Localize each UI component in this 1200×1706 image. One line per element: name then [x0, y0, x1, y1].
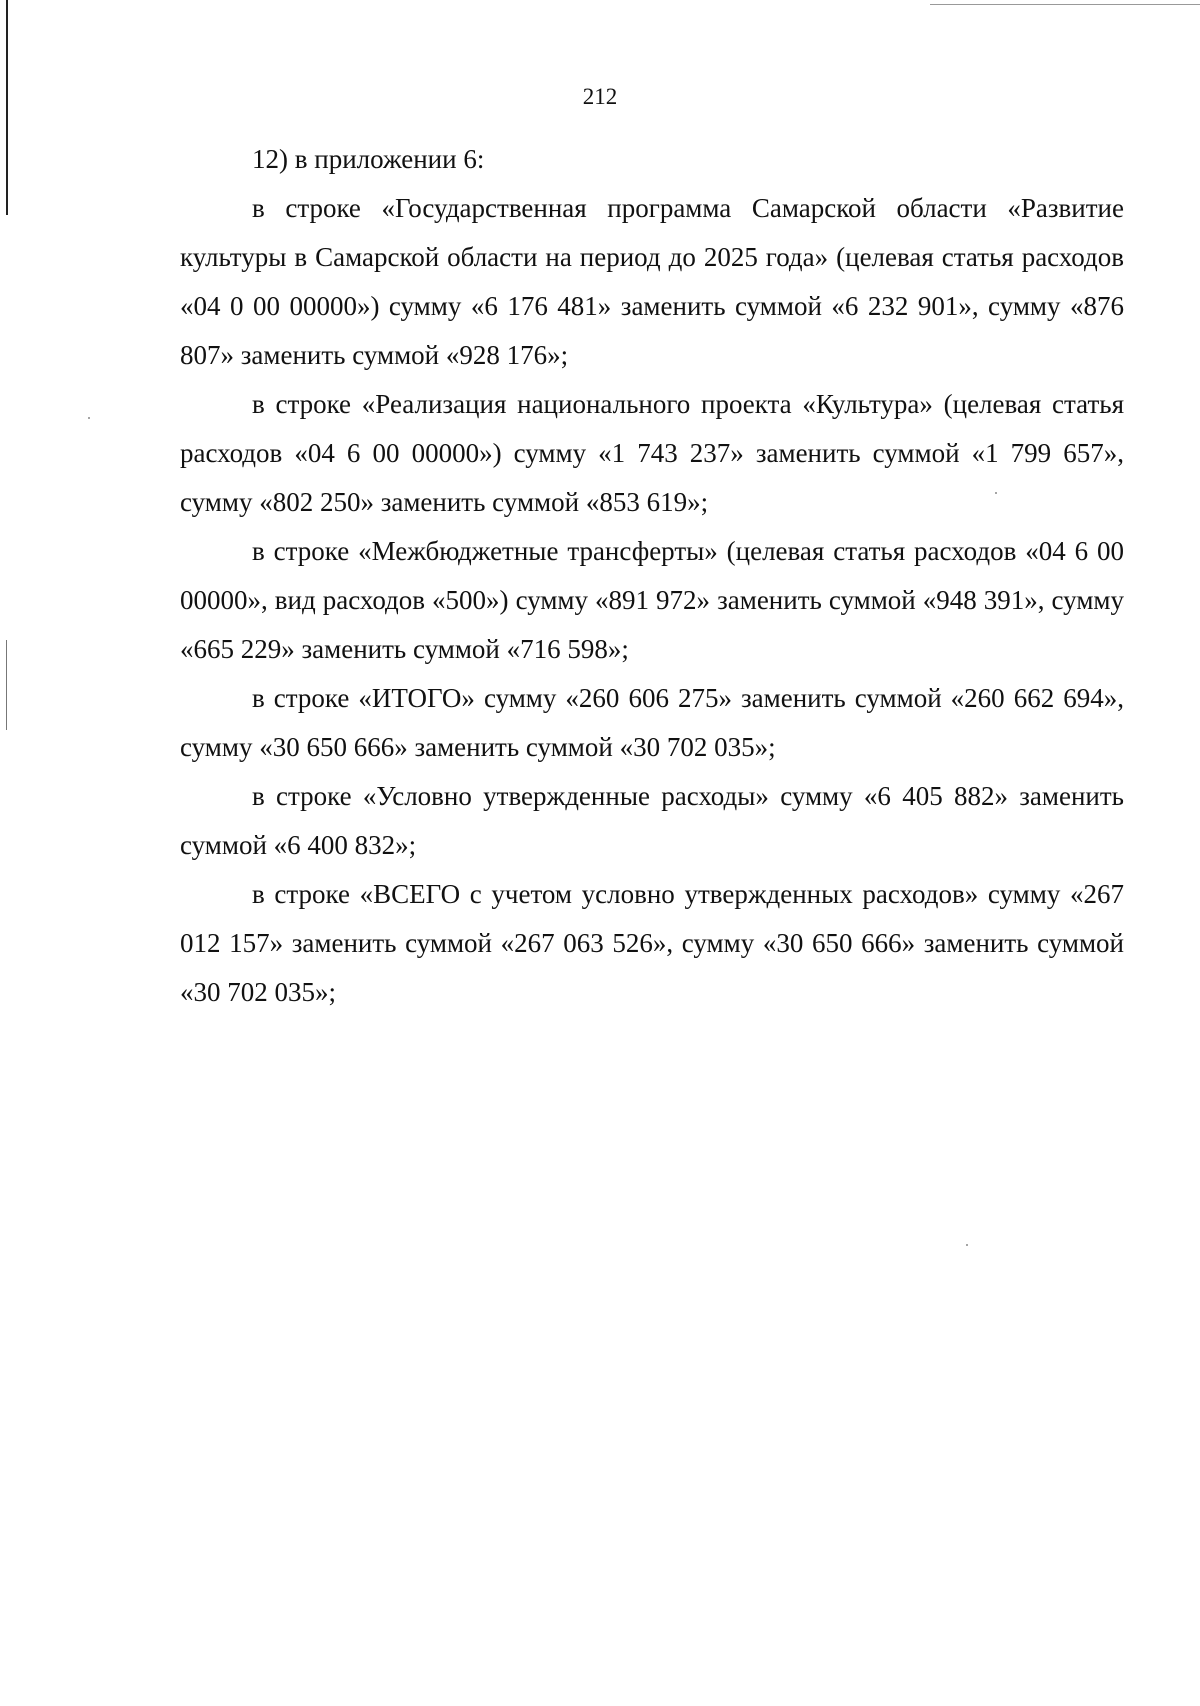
document-body [180, 135, 1124, 1017]
paragraph: в строке «Условно утвержденные расходы» сумму «6 405 882» заменить суммой «6 400 832»; [180, 781, 1124, 860]
paragraph: в строке «Межбюджетные трансферты» (целевая статья расходов «04 6 00 00000», вид расходов «500») сумму «891 972» заменить суммой «948 391», сумму «665 229» заменить суммой «716 598»; [180, 536, 1124, 664]
paragraph: в строке «ИТОГО» сумму «260 606 275» заменить суммой «260 662 694», сумму «30 650 666» заменить суммой «30 702 035»; [180, 683, 1124, 762]
paragraph: в строке «Государственная программа Самарской области «Развитие культуры в Самарской области на период до 2025 года» (целевая статья расходов «04 0 00 00000») сумму «6 176 481» заменить суммой «6 232 901», сумму «876 807» заменить суммой «928 176»; [180, 193, 1124, 370]
page-number: 212 [582, 84, 618, 109]
section-intro: 12) в приложении 6: [252, 144, 485, 174]
paragraph: в строке «Реализация национального проекта «Культура» (целевая статья расходов «04 6 00 00000») сумму «1 743 237» заменить суммой «1 799 657», сумму «802 250» заменить суммой «853 619»; [180, 389, 1124, 517]
scan-edge-left-lower [6, 640, 7, 730]
scan-speck [88, 417, 90, 419]
paragraph: в строке «ВСЕГО с учетом условно утвержденных расходов» сумму «267 012 157» заменить суммой «267 063 526», сумму «30 650 666» заменить суммой «30 702 035»; [180, 879, 1124, 1007]
scan-edge-top [930, 4, 1200, 5]
scan-speck [966, 1244, 968, 1246]
